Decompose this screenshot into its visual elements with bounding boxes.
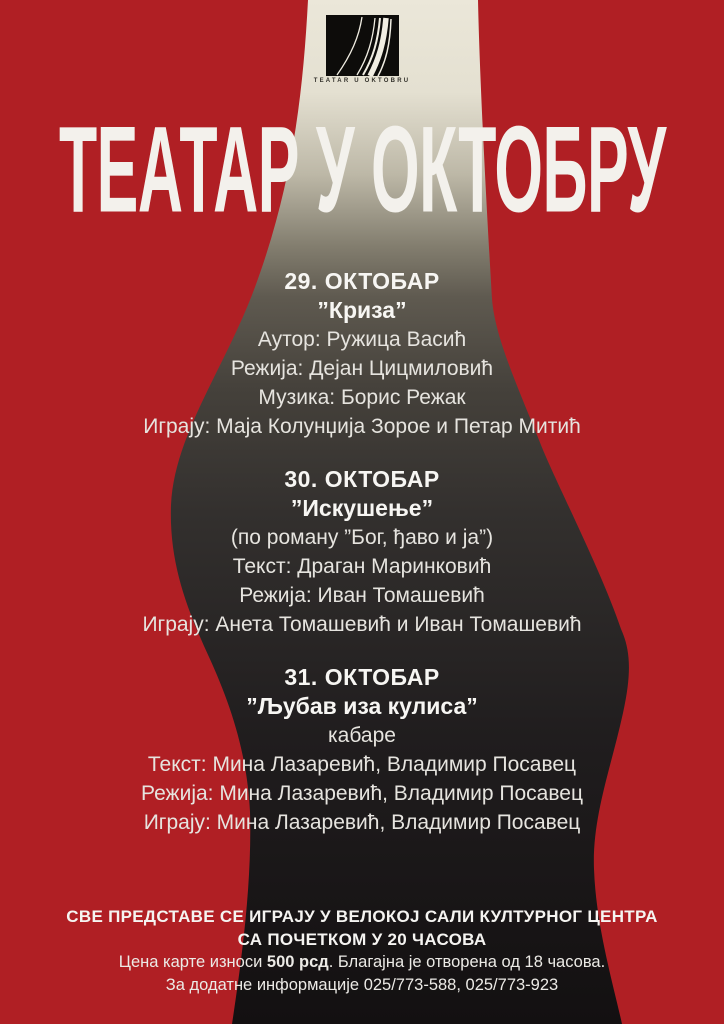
show-line: Режија: Мина Лазаревић, Владимир Посавец [141, 782, 583, 805]
show-line: Режија: Дејан Цицмиловић [230, 357, 494, 380]
show-title: ”Искушење” [290, 495, 434, 521]
show-line: Играју: Мина Лазаревић, Владимир Посавец [143, 811, 581, 834]
show-line: Текст: Драган Маринковић [232, 555, 492, 578]
show-line: кабаре [328, 724, 396, 747]
footer-info-line: За додатне информације 025/773-588, 025/773-923 [165, 976, 559, 994]
footer-venue-line: СВЕ ПРЕДСТАВЕ СЕ ИГРАЈУ У ВЕЛОКОЈ САЛИ КУЛТУРНОГ ЦЕНТРА [66, 907, 658, 926]
logo [0, 15, 724, 84]
footer-time-line: СА ПОЧЕТКОМ У 20 ЧАСОВА [237, 929, 487, 949]
logo-icon [326, 15, 399, 76]
show-date: 29. ОКТОБАР [284, 268, 440, 294]
footer-price-prefix: Цена карте износи [118, 953, 267, 971]
show-line: Текст: Мина Лазаревић, Владимир Посавец [147, 753, 577, 776]
show-title: ”Љубав иза кулиса” [246, 693, 478, 719]
poster-title-text: ТЕАТАР У ОКТОБРУ [58, 101, 666, 239]
footer-price-line [0, 951, 724, 974]
poster-title [0, 101, 724, 239]
show-line: Аутор: Ружица Васић [257, 328, 467, 351]
show-line: Играју: Анета Томашевић и Иван Томашевић [142, 613, 582, 636]
show-line: (по роману ”Бог, ђаво и ја”) [230, 526, 494, 549]
show-line: Играју: Маја Колунџија Зорое и Петар Митић [143, 415, 581, 438]
show-listings [0, 267, 724, 861]
show-line: Музика: Борис Режак [258, 386, 466, 409]
footer-price-suffix: . Благајна је отворена од 18 часова. [328, 953, 606, 971]
show-block-30 [0, 465, 724, 639]
footer-price-value: 500 рсд [266, 953, 329, 971]
show-title: ”Криза” [317, 297, 407, 323]
show-date: 31. ОКТОБАР [284, 664, 440, 690]
show-block-29 [0, 267, 724, 441]
show-line: Режија: Иван Томашевић [239, 584, 485, 607]
logo-caption: TEATAR U OKTOBRU [313, 78, 411, 84]
show-date: 30. ОКТОБАР [284, 466, 440, 492]
show-block-31 [0, 663, 724, 837]
footer [0, 906, 724, 997]
